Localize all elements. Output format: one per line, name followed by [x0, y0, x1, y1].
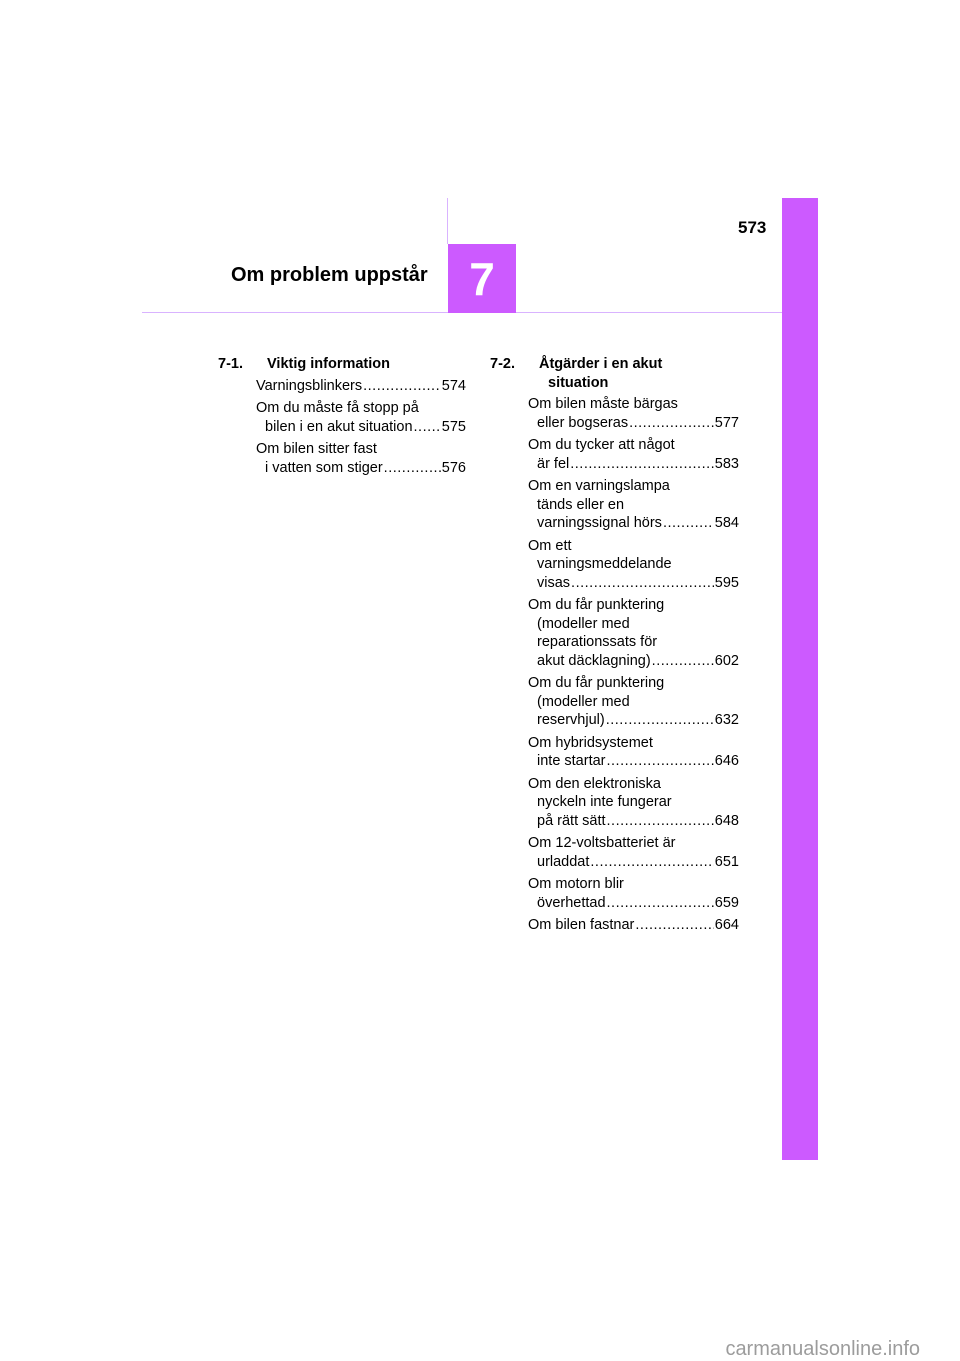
toc-entry[interactable]	[256, 377, 466, 396]
toc-entry[interactable]	[528, 436, 739, 473]
toc-entry[interactable]	[528, 596, 739, 670]
toc-entry-text: Om du får punktering	[528, 675, 665, 691]
chapter-title: Om problem uppstår	[231, 264, 428, 286]
toc-entry[interactable]	[528, 834, 739, 871]
dot-leader	[663, 514, 714, 533]
toc-entry[interactable]	[528, 477, 739, 533]
dot-leader	[607, 812, 714, 831]
toc-entry-text: nyckeln inte fungerar	[537, 794, 672, 810]
toc-entry-leader-line	[528, 752, 739, 771]
toc-page-number: 659	[714, 894, 739, 911]
dot-leader	[606, 711, 714, 730]
toc-entry-text: reparationssats för	[537, 634, 658, 650]
section-heading	[490, 355, 739, 392]
dot-leader	[607, 752, 714, 771]
toc-entry-text: överhettad	[537, 894, 606, 911]
toc-entry-leader-line	[528, 652, 739, 671]
page-number: 573	[738, 218, 767, 237]
toc-page-number: 664	[714, 917, 739, 933]
toc-entry-leader-line	[528, 455, 739, 474]
toc-entry-text: inte startar	[537, 753, 606, 769]
toc-entry-leader-line	[528, 574, 739, 593]
dot-leader	[590, 853, 713, 872]
toc-entry-leader-line	[528, 414, 739, 433]
toc-column-right	[490, 355, 739, 935]
toc-entry-text: Om en varningslampa	[528, 478, 670, 494]
toc-entry-text: Om 12-voltsbatteriet är	[528, 835, 676, 851]
toc-entry-text: tänds eller en	[537, 496, 625, 513]
toc-entry-text: varningssignal hörs	[537, 515, 662, 531]
toc-entry-text: varningsmeddelande	[537, 556, 672, 572]
toc-entry-leader-line	[528, 711, 739, 730]
toc-entry-text: bilen i en akut situation	[265, 418, 413, 435]
toc-entry-text: urladdat	[537, 853, 590, 870]
toc-entry-text: Om bilen fastnar	[528, 917, 635, 933]
section-heading	[218, 355, 466, 374]
toc-entry-text: visas	[537, 574, 571, 591]
toc-entry[interactable]	[528, 674, 739, 730]
toc-page-number: 575	[441, 418, 466, 435]
dot-leader	[571, 574, 714, 593]
toc-entry[interactable]	[528, 734, 739, 771]
toc-page-number: 651	[714, 853, 739, 870]
header-divider-vertical	[447, 198, 448, 244]
toc-entry-leader-line	[256, 459, 466, 478]
toc-entry-leader-line	[256, 377, 466, 396]
toc-column-left	[218, 355, 466, 477]
toc-entry[interactable]	[528, 537, 739, 593]
toc-page-number: 583	[714, 455, 739, 472]
dot-leader	[607, 894, 714, 913]
toc-entry-text: Om du får punktering	[528, 597, 665, 613]
toc-entry-text: Om bilen måste bärgas	[528, 396, 678, 412]
watermark[interactable]: carmanualsonline.info	[725, 1338, 920, 1360]
toc-entry-text: Om du tycker att något	[528, 437, 675, 453]
toc-entry-text: Om ett	[528, 537, 572, 554]
toc-entry-text: reservhjul)	[537, 712, 605, 728]
toc-entry[interactable]	[528, 395, 739, 432]
chapter-number: 7	[469, 252, 495, 305]
toc-page-number: 648	[714, 812, 739, 829]
toc-entry-text: Om motorn blir	[528, 876, 624, 892]
toc-page-number: 646	[714, 753, 739, 769]
toc-entry-text: i vatten som stiger	[265, 459, 383, 476]
toc-entry[interactable]	[528, 875, 739, 912]
toc-entry-leader-line	[528, 853, 739, 872]
section-title: Åtgärder i en akut	[539, 356, 663, 372]
toc-entry-text: (modeller med	[537, 693, 630, 710]
toc-entry-text: Om den elektroniska	[528, 775, 661, 792]
toc-entry[interactable]	[528, 916, 739, 935]
toc-entry-text: eller bogseras	[537, 414, 629, 431]
toc-page-number: 576	[441, 459, 466, 476]
toc-page-number: 574	[441, 377, 466, 394]
chapter-number-badge	[448, 244, 516, 313]
dot-leader	[570, 455, 714, 474]
toc-page-number: 577	[714, 414, 739, 431]
toc-page-number: 632	[714, 712, 739, 728]
section-number: 7-2.	[490, 356, 515, 372]
toc-entry-text: (modeller med	[537, 615, 630, 632]
dot-leader	[363, 377, 441, 396]
toc-entry-text: på rätt sätt	[537, 812, 606, 829]
toc-entry-text: Om du måste få stopp på	[256, 400, 419, 416]
dot-leader	[629, 414, 714, 433]
section-number: 7-1.	[218, 356, 243, 372]
toc-page-number: 595	[714, 574, 739, 591]
toc-entry[interactable]	[256, 440, 466, 477]
toc-entry-text: Varningsblinkers	[256, 377, 363, 394]
toc-entry-leader-line	[528, 812, 739, 831]
section-title-continued: situation	[548, 374, 609, 391]
toc-entry-leader-line	[528, 916, 739, 935]
dot-leader	[652, 652, 714, 671]
dot-leader	[635, 916, 713, 935]
toc-entry-leader-line	[256, 418, 466, 437]
toc-entry[interactable]	[256, 399, 466, 436]
section-title: Viktig information	[267, 356, 390, 372]
toc-entry-text: Om hybridsystemet	[528, 734, 653, 751]
toc-entry-leader-line	[528, 514, 739, 533]
toc-page-number: 602	[714, 652, 739, 669]
toc-entry-leader-line	[528, 894, 739, 913]
dot-leader	[384, 459, 441, 478]
toc-entry-text: akut däcklagning)	[537, 652, 651, 669]
toc-page-number: 584	[714, 515, 739, 531]
chapter-tab-bar	[782, 198, 818, 1160]
toc-entry-text: Om bilen sitter fast	[256, 441, 377, 457]
toc-entry[interactable]	[528, 775, 739, 831]
dot-leader	[414, 418, 441, 437]
toc-entry-text: är fel	[537, 455, 570, 472]
